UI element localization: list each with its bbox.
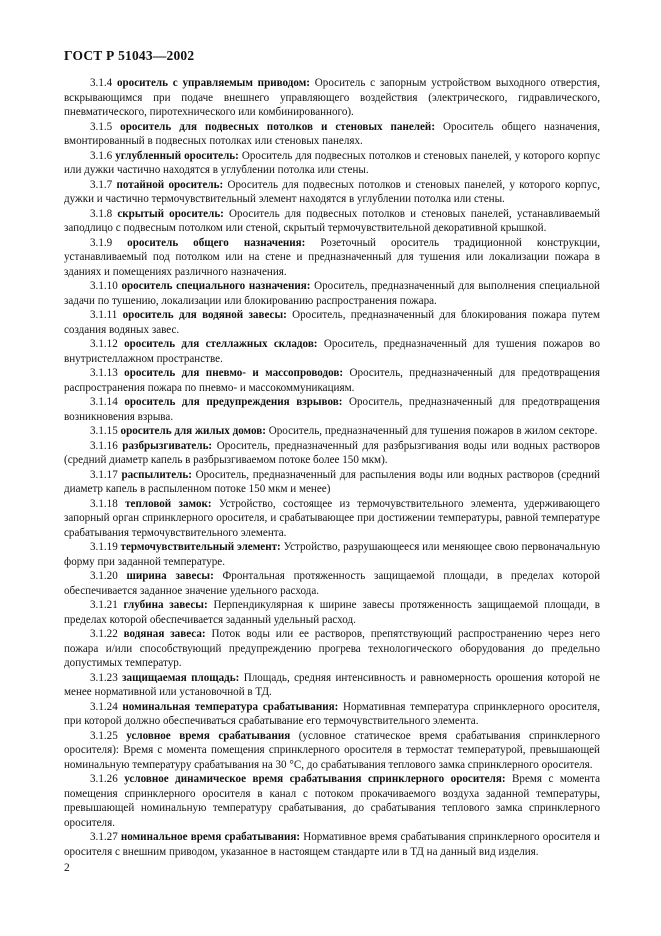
defined-term: ширина завесы: [126, 570, 214, 582]
defined-term: потайной ороситель: [116, 178, 224, 191]
clause-number: 3.1.17 [90, 468, 118, 481]
clause-number: 3.1.14 [90, 396, 118, 408]
definition-text: Ороситель, предназначенный для распыления воды или водных растворов (средний диаметр капель в распыленном потоке 150 мкм и менее) [64, 468, 600, 495]
defined-term: ороситель для предупреждения взрывов: [124, 396, 343, 408]
definition-text: Ороситель, предназначенный для предотвращения возникновения взрыва. [64, 396, 600, 423]
clause-number: 3.1.10 [90, 280, 118, 292]
clause-number: 3.1.20 [90, 570, 118, 582]
document-body [64, 76, 600, 859]
definition-paragraph [64, 149, 600, 178]
definition-paragraph [64, 830, 600, 859]
definition-text: Ороситель общего назначения, вмонтированный в подвесных потолках или стеновых панелях. [64, 120, 600, 147]
clause-number: 3.1.11 [90, 309, 118, 321]
defined-term: распылитель: [121, 468, 192, 481]
definition-paragraph [64, 729, 600, 773]
definition-text: Ороситель, предназначенный для разбрызгивания воды или водных растворов (средний диаметр капель в разбрызгиваемом потоке более 150 мкм). [64, 439, 600, 466]
definition-paragraph [64, 308, 600, 337]
definition-paragraph [64, 700, 600, 729]
definition-text: Ороситель, предназначенный для тушения пожаров в жилом секторе. [268, 425, 598, 437]
clause-number: 3.1.23 [90, 671, 118, 684]
clause-number: 3.1.9 [90, 236, 113, 249]
defined-term: ороситель для пневмо- и массопроводов: [124, 367, 344, 379]
definition-paragraph [64, 671, 600, 700]
defined-term: глубина завесы: [123, 599, 208, 611]
definition-paragraph [64, 598, 600, 627]
definition-text: Устройство, разрушающееся или меняющее свою первоначальную форму при заданной температуре. [64, 541, 601, 568]
defined-term: скрытый ороситель: [117, 207, 224, 220]
page-number: 2 [64, 862, 70, 874]
definition-text: Ороситель для подвесных потолков и стеновых панелей, у которого корпус или дужки частично находятся в углублении потолка или стены. [64, 149, 600, 176]
definition-text: Время с момента помещения спринклерного оросителя в канал с потоком прокачиваемого воздуха заданной температуры, превышающей номинальную температуру срабатывания, до срабатывания теплового замка спринклерного оросителя. [64, 773, 601, 829]
clause-number: 3.1.7 [90, 178, 113, 191]
definition-paragraph [64, 468, 600, 497]
clause-number: 3.1.6 [90, 149, 113, 162]
clause-number: 3.1.16 [90, 439, 118, 452]
definition-paragraph [64, 120, 600, 149]
defined-term: тепловой замок: [125, 497, 212, 510]
defined-term: ороситель для стеллажных складов: [124, 338, 318, 350]
definition-text: Площадь, средняя интенсивность и равномерность орошения которой не менее нормативной или установочной в ТД. [64, 671, 600, 698]
definition-text: Перпендикулярная к ширине завесы протяженность защищаемой площади, в пределах которой обеспечивается заданный удельный расход. [64, 599, 600, 626]
clause-number: 3.1.25 [90, 729, 118, 742]
defined-term: ороситель для подвесных потолков и стеновых панелей: [120, 120, 436, 133]
definition-paragraph [64, 627, 600, 671]
definition-text: Устройство, состоящее из термочувствительного элемента, удерживающего запорный орган спринклерного оросителя, и срабатывающее при достижении температуры, равной температуре срабатывания термочувствительного элемента. [64, 497, 600, 539]
definition-paragraph [64, 207, 600, 236]
defined-term: водяная завеса: [123, 628, 206, 640]
clause-number: 3.1.15 [90, 425, 118, 437]
defined-term: условное время срабатывания [126, 729, 291, 742]
definition-text: Ороситель, предназначенный для тушения пожаров во внутристеллажном пространстве. [64, 338, 600, 365]
defined-term: углубленный ороситель: [115, 149, 239, 162]
definition-paragraph [64, 772, 600, 830]
definition-paragraph [64, 178, 600, 207]
clause-number: 3.1.26 [90, 773, 118, 785]
definition-text: Ороситель, предназначенный для выполнения специальной задачи по тушению, локализации или блокированию распространения пожара. [64, 280, 600, 307]
defined-term: номинальное время срабатывания: [120, 831, 301, 843]
clause-number: 3.1.27 [90, 831, 118, 843]
definition-text: Ороситель, предназначенный для блокирования пожара путем создания водяных завес. [64, 309, 600, 336]
clause-number: 3.1.19 [90, 541, 118, 553]
defined-term: ороситель с управляемым приводом: [116, 77, 310, 89]
defined-term: условное динамическое время срабатывания спринклерного оросителя: [124, 773, 506, 785]
clause-number: 3.1.4 [90, 77, 113, 89]
definition-paragraph [64, 76, 600, 120]
clause-number: 3.1.5 [90, 120, 113, 133]
definition-paragraph [64, 424, 600, 439]
defined-term: разбрызгиватель: [122, 439, 213, 452]
clause-number: 3.1.21 [90, 599, 118, 611]
clause-number: 3.1.8 [90, 207, 113, 220]
definition-text: Ороситель с запорным устройством выходного отверстия, вскрывающимся при подаче внешнего управляющего воздействия (электрического, гидравлического, пневматического, пиротехнического или комбинированного). [64, 77, 601, 118]
clause-number: 3.1.13 [90, 367, 118, 379]
definition-paragraph [64, 337, 600, 366]
defined-term: номинальная температура срабатывания: [122, 700, 339, 713]
definition-text: Поток воды или ее растворов, препятствующий распространению через него пожара и/или способствующий предупреждению прогрева технологического оборудования до предельно допустимых температур. [64, 628, 600, 669]
defined-term: ороситель для жилых домов: [120, 425, 266, 437]
clause-number: 3.1.18 [90, 497, 118, 510]
defined-term: ороситель для водяной завесы: [122, 309, 287, 321]
definition-paragraph [64, 439, 600, 468]
defined-term: защищаемая площадь: [122, 671, 240, 684]
definition-text: Нормативная температура спринклерного оросителя, при которой должно обеспечиваться срабатывание его термочувствительного элемента. [64, 700, 600, 727]
clause-number: 3.1.22 [90, 628, 118, 640]
definition-text: Розеточный ороситель традиционной конструкции, устанавливаемый под потолком или на стене и предназначенный для тушения или локализации пожара в зданиях и помещениях различного назначения. [64, 236, 600, 278]
definition-paragraph [64, 395, 600, 424]
definition-paragraph [64, 497, 600, 541]
definition-text: (условное статическое время срабатывания спринклерного оросителя): Время с момента помещения спринклерного оросителя в термостат температурой, превышающей номинальную температуру срабатывания на 30 °С, до срабатывания теплового замка спринклерного оросителя. [64, 729, 600, 771]
defined-term: ороситель общего назначения: [127, 236, 306, 249]
definition-paragraph [64, 366, 600, 395]
definition-paragraph [64, 569, 600, 598]
definition-paragraph [64, 236, 600, 280]
definition-paragraph [64, 279, 600, 308]
document-header: ГОСТ Р 51043—2002 [64, 48, 195, 63]
definition-text: Ороситель, предназначенный для предотвращения распространения пожара по пневмо- и массокоммуникациям. [64, 367, 600, 394]
definition-text: Фронтальная протяженность защищаемой площади, в пределах которой обеспечивается заданное значение удельного расхода. [64, 570, 601, 597]
clause-number: 3.1.12 [90, 338, 118, 350]
definition-text: Ороситель для подвесных потолков и стеновых панелей, у которого корпус, дужки и частично термочувствительный элемент находятся в углублении потолка или стены. [64, 178, 600, 205]
definition-text: Нормативное время срабатывания спринклерного оросителя и оросителя с внешним приводом, указанное в настоящем стандарте или в ТД на данный вид изделия. [64, 831, 600, 858]
definition-paragraph [64, 540, 600, 569]
defined-term: термочувствительный элемент: [120, 541, 281, 553]
clause-number: 3.1.24 [90, 700, 118, 713]
defined-term: ороситель специального назначения: [121, 280, 311, 292]
definition-text: Ороситель для подвесных потолков и стеновых панелей, устанавливаемый заподлицо с подвесным потолком или стеной, скрытый термочувствительной декоративной крышкой. [64, 207, 600, 234]
